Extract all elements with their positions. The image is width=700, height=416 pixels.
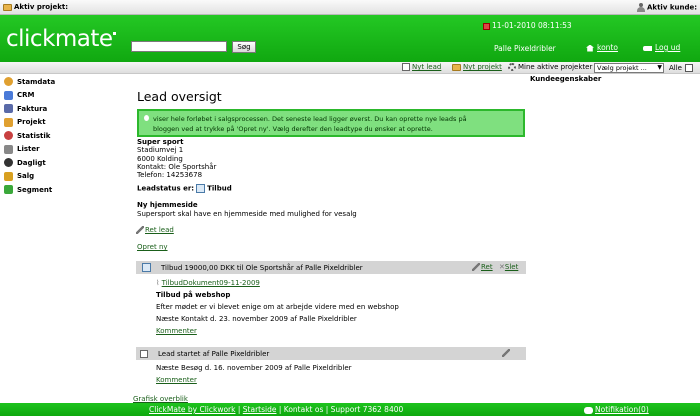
sidebar-item-salg[interactable] (0, 170, 130, 184)
offer-icon (142, 263, 151, 272)
entry-next-contact: Næste Kontakt d. 23. november 2009 af Palle Pixeldribler (156, 315, 357, 323)
sidebar-item-crm[interactable] (0, 89, 130, 103)
lead-desc-text: Supersport skal have en hjemmeside med mulighed for vesalg (137, 209, 357, 218)
key-icon (643, 46, 652, 51)
page-title: Lead oversigt (137, 89, 222, 104)
crm-icon (4, 91, 13, 100)
offer-icon (196, 184, 205, 193)
entry-header-text: Lead startet af Palle Pixeldribler (158, 349, 270, 358)
sidebar-item-label: Salg (17, 172, 35, 181)
create-new-link[interactable] (137, 243, 168, 251)
sidebar-item-label: Lister (17, 145, 40, 154)
entry-subject: Tilbud på webshop (156, 291, 231, 299)
alle-checkbox[interactable] (685, 64, 693, 72)
faktura-icon (4, 104, 13, 113)
calendar-icon (483, 23, 490, 30)
entry-body (156, 362, 526, 386)
search-button[interactable]: Søg (232, 41, 256, 53)
paperclip-icon: ⌇ (156, 279, 162, 287)
sidebar-item-label: CRM (17, 91, 35, 100)
project-select[interactable] (594, 63, 664, 73)
new-lead-button[interactable] (402, 63, 441, 71)
company-name: Super sport (137, 138, 184, 146)
delete-entry-text[interactable]: Slet (504, 263, 519, 271)
sidebar-item-faktura[interactable] (0, 102, 130, 116)
footer-support: Support 7362 8400 (330, 405, 404, 414)
delete-entry-link[interactable] (499, 263, 518, 271)
entry-header-text: Tilbud 19000,00 DKK til Ole Sportshår af Palle Pixeldribler (161, 263, 363, 272)
attachment-link[interactable]: TilbudDokument09-11-2009 (161, 279, 260, 287)
pie-chart-icon (4, 131, 13, 140)
alle-label: Alle (669, 64, 682, 72)
clickmate-logo[interactable] (6, 26, 116, 52)
list-icon (4, 145, 13, 154)
pencil-icon (472, 263, 480, 271)
sidebar-item-label: Dagligt (17, 158, 46, 167)
folder-icon (3, 4, 12, 11)
sidebar-item-label: Statistik (17, 131, 51, 140)
sidebar-item-label: Segment (17, 185, 53, 194)
logo-dot (113, 32, 116, 35)
folder-icon (4, 118, 13, 127)
project-select-value: Vælg projekt ... (597, 64, 647, 72)
gear-icon (508, 63, 516, 71)
logout-link-text[interactable]: Log ud (655, 43, 681, 52)
comment-link[interactable]: Kommenter (156, 376, 197, 384)
sidebar-item-statistik[interactable] (0, 129, 130, 143)
lead-status-label: Leadstatus er: (137, 184, 195, 193)
pencil-icon (136, 226, 144, 234)
stamdata-icon (4, 77, 13, 86)
logout-link[interactable] (643, 43, 680, 52)
account-link[interactable] (586, 43, 618, 52)
user-name: Palle Pixeldribler (494, 44, 556, 53)
entry-next-contact: Næste Besøg d. 16. november 2009 af Palle Pixeldribler (156, 364, 352, 372)
new-project-button[interactable] (452, 63, 502, 71)
money-icon (4, 172, 13, 181)
sidebar-item-segment[interactable] (0, 183, 130, 197)
create-new-text[interactable]: Opret ny (137, 243, 168, 251)
phone: Telefon: 14253678 (137, 171, 203, 180)
house-icon (586, 45, 594, 52)
notification-text[interactable]: Notifikation(0) (595, 405, 649, 414)
lead-status (137, 184, 232, 193)
info-box (137, 109, 525, 137)
account-link-text[interactable]: konto (597, 43, 618, 52)
sidebar-item-label: Stamdata (17, 77, 56, 86)
kundeegenskaber-heading: Kundeegenskaber (530, 75, 602, 83)
active-customer-label: Aktiv kunde: (647, 3, 697, 12)
active-customer-area (637, 3, 697, 12)
footer-startside-link[interactable]: Startside (242, 405, 277, 414)
active-project-area (3, 3, 68, 11)
active-project-label: Aktiv projekt: (14, 3, 69, 11)
lead-status-value: Tilbud (207, 184, 232, 193)
edit-entry-link[interactable] (472, 263, 493, 271)
close-icon: ✕ (499, 263, 505, 271)
street: Stadiumvej 1 (137, 146, 184, 155)
top-status-bar (0, 0, 700, 15)
edit-lead-link[interactable] (136, 226, 174, 234)
sidebar-item-dagligt[interactable] (0, 156, 130, 170)
entry-header (136, 261, 526, 274)
folder-icon (452, 64, 461, 71)
speech-bubble-icon (584, 407, 593, 414)
my-projects-label (508, 63, 592, 71)
datetime-text: 11-01-2010 08:11:53 (492, 21, 572, 30)
footer-links: ClickMate by Clickwork | Startside | Kontakt os | Support 7362 8400 (149, 405, 404, 414)
comment-link[interactable]: Kommenter (156, 327, 197, 335)
edit-entry-icon-button[interactable] (502, 349, 511, 357)
puzzle-icon (4, 185, 13, 194)
lead-icon (140, 350, 148, 358)
sidebar-item-projekt[interactable] (0, 116, 130, 130)
footer (0, 403, 700, 416)
lightbulb-icon (144, 115, 149, 121)
clock-icon (4, 158, 13, 167)
sidebar-item-stamdata[interactable] (0, 75, 130, 89)
pencil-icon (502, 349, 510, 357)
lead-description (137, 201, 357, 218)
entry-header (136, 347, 526, 360)
entry-text: Efter mødet er vi blevet enige om at arbejde videre med en webshop (156, 303, 399, 311)
logo-text: clickmate (6, 26, 113, 52)
info-line-2: bloggen ved at trykke på 'Opret ny'. Vælg derefter den leadtype du ønsker at oprette. (153, 125, 433, 133)
sidebar-item-label: Projekt (17, 118, 46, 127)
chevron-down-icon: ▼ (657, 64, 662, 71)
search-input[interactable] (131, 41, 227, 52)
lead-title: Ny hjemmeside (137, 201, 198, 209)
sidebar (0, 75, 130, 400)
edit-lead-text[interactable]: Ret lead (145, 226, 174, 234)
notification-link[interactable] (584, 405, 649, 414)
footer-brand-link[interactable]: ClickMate by Clickwork (149, 405, 236, 414)
new-lead-label[interactable]: Nyt lead (412, 63, 442, 71)
edit-entry-text[interactable]: Ret (481, 263, 493, 271)
footer-kontakt[interactable]: Kontakt os (283, 405, 324, 414)
graphic-overview-link[interactable] (133, 395, 188, 403)
graphic-overview-text[interactable]: Grafisk overblik (133, 395, 188, 403)
customer-address (137, 138, 216, 179)
new-project-label[interactable]: Nyt projekt (463, 63, 502, 71)
info-line-1: viser hele forløbet i salgsprocessen. Det seneste lead ligger øverst. Du kan oprette nye leads på (153, 115, 467, 123)
city: 6000 Kolding (137, 154, 183, 163)
sidebar-item-label: Faktura (17, 104, 48, 113)
person-icon (637, 3, 645, 12)
my-projects-text: Mine aktive projekter (518, 63, 593, 71)
new-lead-icon (402, 63, 410, 71)
sidebar-item-lister[interactable] (0, 143, 130, 157)
datetime-display (483, 21, 572, 30)
entry-body (156, 277, 526, 337)
attachment[interactable] (156, 277, 526, 289)
contact: Kontakt: Ole Sportshår (137, 162, 217, 171)
